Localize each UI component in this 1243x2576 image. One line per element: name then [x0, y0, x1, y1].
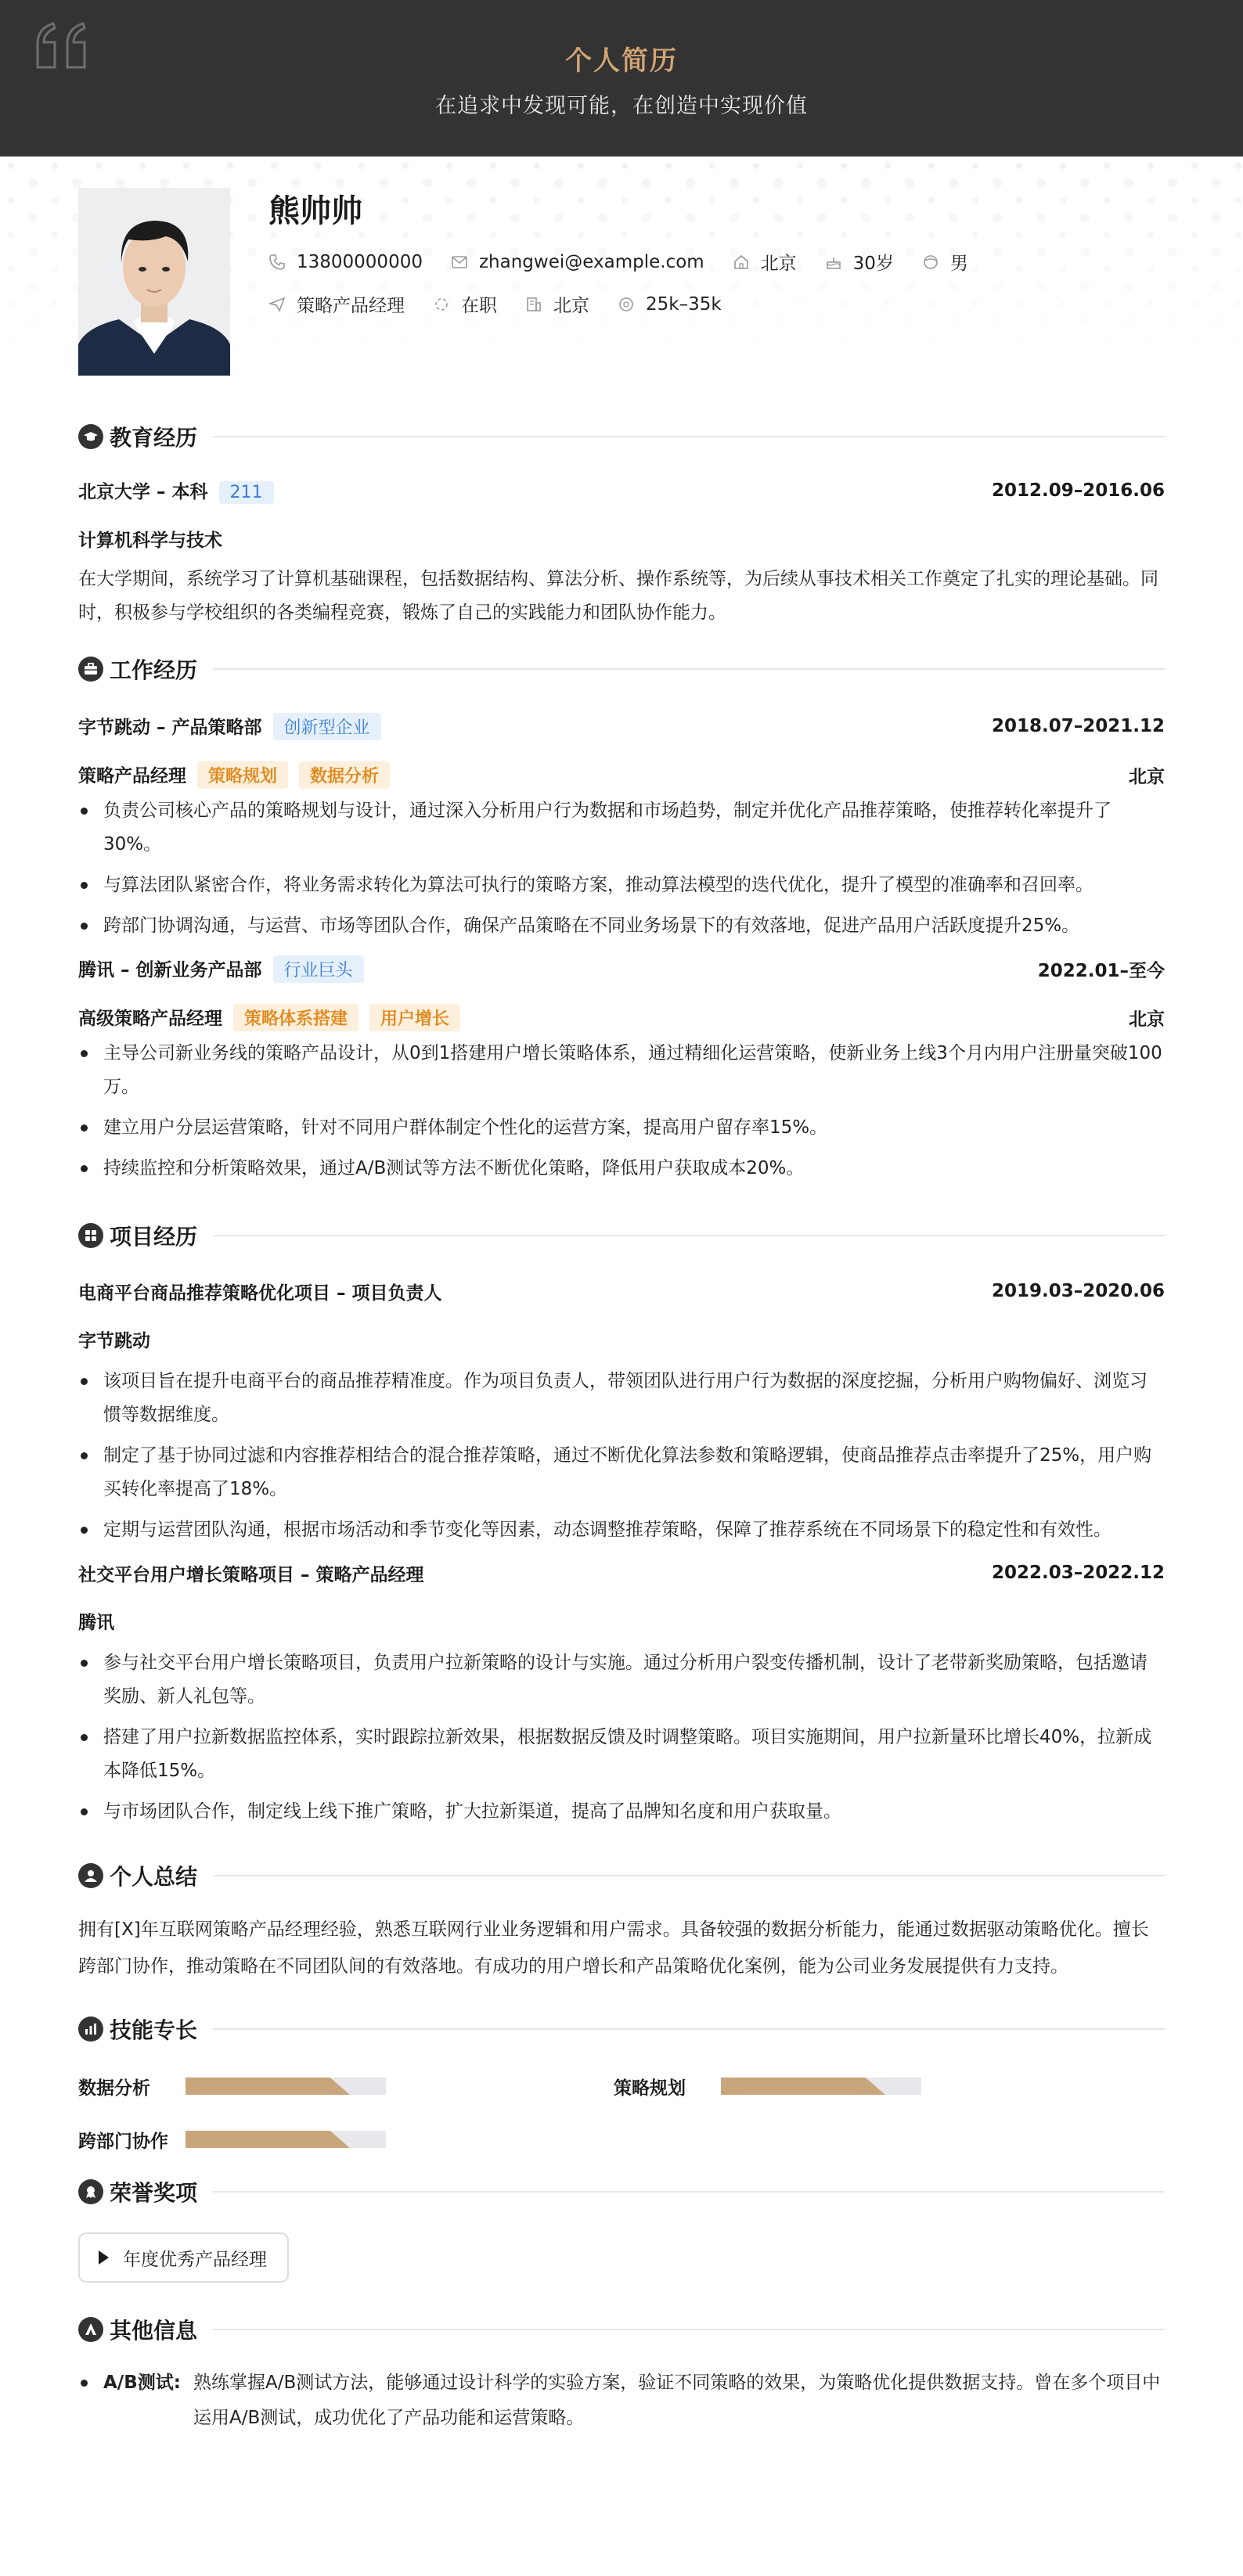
other-item-label: A/B测试: — [78, 2366, 193, 2436]
role-name: 高级策略产品经理 — [78, 1008, 222, 1029]
list-item: 搭建了用户拉新数据监控体系，实时跟踪拉新效果，根据数据反馈及时调整策略。项目实施期间，用户拉新量环比增长40%，拉新成本降低15%。 — [78, 1721, 1165, 1788]
phone-icon — [268, 254, 286, 271]
project-entry-1-bullets — [78, 1365, 1165, 1547]
status-value: 在职 — [461, 296, 497, 316]
work-location: 北京 — [1129, 1009, 1165, 1030]
project-company: 字节跳动 — [78, 1331, 150, 1351]
skill-name: 跨部门协作 — [78, 2131, 168, 2152]
skill-item — [614, 2074, 1149, 2098]
work-location: 北京 — [1129, 766, 1165, 787]
award-item — [78, 2232, 289, 2283]
work-entry-2-bullets — [78, 1037, 1165, 1185]
job-info-row — [268, 291, 750, 317]
education-section-title: 教育经历 — [110, 425, 198, 451]
contact-info-row — [268, 249, 996, 275]
money-icon — [618, 296, 635, 313]
gender-icon — [922, 254, 939, 271]
page-subtitle: 在追求中发现可能，在创造中实现价值 — [435, 94, 808, 118]
gender-value: 男 — [949, 254, 968, 274]
work-entry-2-role-row — [78, 1006, 1165, 1029]
skill-bar — [186, 2078, 386, 2095]
skill-fill — [186, 2078, 350, 2095]
city-info — [525, 291, 589, 317]
avatar-photo — [78, 188, 230, 376]
role-tag: 策略规划 — [197, 761, 288, 789]
company-tag: 创新型企业 — [273, 713, 381, 740]
project-entry-2-header — [78, 1561, 1165, 1585]
home-icon — [733, 254, 750, 271]
school-tag: 211 — [219, 481, 274, 504]
project-entry-2-bullets — [78, 1646, 1165, 1829]
project-title: 电商平台商品推荐策略优化项目 – 项目负责人 — [78, 1283, 442, 1304]
work-section-header — [78, 653, 1165, 685]
phone-info — [268, 252, 423, 272]
awards-section-header — [78, 2176, 1165, 2207]
section-divider — [213, 436, 1165, 437]
email-address: zhangwei@example.com — [478, 251, 704, 272]
profile-card — [0, 157, 1243, 391]
resume-header — [0, 0, 1243, 157]
hometown-value: 北京 — [760, 254, 797, 274]
role-tag: 策略体系搭建 — [233, 1004, 358, 1031]
work-date: 2022.01–至今 — [1037, 960, 1165, 981]
education-section-header — [78, 577, 1165, 609]
phone-number: 13800000000 — [297, 251, 423, 272]
briefcase-icon — [78, 657, 103, 682]
gender-info — [922, 249, 968, 275]
company-name: 腾讯 – 创新业务产品部 — [78, 959, 262, 980]
list-item: 与市场团队合作，制定线上线下推广策略，扩大拉新渠道，提高了品牌知名度和用户获取量。 — [78, 1795, 1165, 1829]
company-name: 字节跳动 – 产品策略部 — [78, 717, 262, 738]
section-divider — [213, 1875, 1165, 1876]
skills-section-header — [78, 2013, 1165, 2045]
education-section-header — [78, 421, 1165, 452]
salary-value: 25k–35k — [646, 293, 722, 315]
job-title-info — [268, 291, 405, 317]
resume-body — [0, 577, 1243, 609]
skill-fill — [721, 2078, 885, 2095]
list-item: 建立用户分层运营策略，针对不同用户群体制定个性化的运营方案，提高用户留存率15%。 — [78, 1111, 1165, 1145]
work-section-title: 工作经历 — [110, 657, 198, 683]
list-item: 参与社交平台用户增长策略项目，负责用户拉新策略的设计与实施。通过分析用户裂变传播机制，设计了老带新奖励策略，包括邀请奖励、新人礼包等。 — [78, 1646, 1165, 1714]
work-company — [78, 713, 381, 740]
list-item: 定期与运营团队沟通，根据市场活动和季节变化等因素，动态调整推荐策略，保障了推荐系统在不同场景下的稳定性和有效性。 — [78, 1513, 1165, 1547]
other-section-title: 其他信息 — [110, 2318, 198, 2344]
status-info — [433, 291, 497, 317]
projects-section-header — [78, 1220, 1165, 1251]
role-tag: 数据分析 — [299, 761, 390, 789]
skills-section-title: 技能专长 — [110, 2017, 198, 2043]
candidate-name: 熊帅帅 — [268, 193, 362, 229]
skill-item — [78, 2074, 614, 2098]
summary-section-title: 个人总结 — [110, 1864, 198, 1890]
company-tag: 行业巨头 — [273, 955, 364, 983]
hometown-info — [733, 249, 797, 275]
list-item: 主导公司新业务线的策略产品设计，从0到1搭建用户增长策略体系，通过精细化运营策略，使新业务上线3个月内用户注册量突破100万。 — [78, 1037, 1165, 1104]
building-icon — [525, 296, 542, 313]
work-role — [78, 1004, 460, 1031]
email-icon — [451, 254, 468, 271]
education-description: 在大学期间，系统学习了计算机基础课程，包括数据结构、算法分析、操作系统等，为后续从事技术相关工作奠定了扎实的理论基础。同时，积极参与学校组织的各类编程竞赛，锻炼了自己的实践能力和团队协作能力。 — [78, 569, 1158, 623]
salary-info — [618, 294, 722, 315]
age-info — [825, 249, 894, 275]
education-header-row — [78, 479, 1165, 502]
project-date: 2019.03–2020.06 — [991, 1281, 1165, 1301]
loading-status-icon — [433, 296, 450, 313]
job-title-value: 策略产品经理 — [297, 296, 405, 316]
projects-section-title: 项目经历 — [110, 1224, 198, 1250]
school-name: 北京大学 – 本科 — [78, 482, 208, 502]
awards-list — [78, 2232, 1165, 2283]
bar-chart-icon — [78, 2017, 103, 2042]
list-item: 该项目旨在提升电商平台的商品推荐精准度。作为项目负责人，带领团队进行用户行为数据的深度挖掘，分析用户购物偏好、浏览习惯等数据维度。 — [78, 1365, 1165, 1432]
section-divider — [213, 668, 1165, 670]
user-icon — [78, 1863, 103, 1888]
work-entry-1-header — [78, 714, 1165, 738]
quote-icon — [34, 20, 91, 70]
work-role — [78, 761, 390, 789]
skill-bar — [186, 2131, 386, 2148]
skill-name: 策略规划 — [614, 2078, 686, 2099]
project-company: 腾讯 — [78, 1613, 114, 1633]
play-icon — [99, 2250, 109, 2265]
list-item: 与算法团队紧密合作，将业务需求转化为算法可执行的策略方案，推动算法模型的迭代优化，提升了模型的准确率和召回率。 — [78, 869, 1165, 902]
award-icon — [78, 2179, 103, 2204]
work-entry-1-bullets — [78, 794, 1165, 943]
work-entry-2-header — [78, 957, 1165, 980]
section-divider — [213, 2191, 1165, 2193]
section-divider — [213, 1235, 1165, 1236]
project-title: 社交平台用户增长策略项目 – 策略产品经理 — [78, 1564, 424, 1585]
list-item: 持续监控和分析策略效果，通过A/B测试等方法不断优化策略，降低用户获取成本20%。 — [78, 1152, 1165, 1185]
city-value: 北京 — [553, 296, 589, 316]
other-item-text: 熟练掌握A/B测试方法，能够通过设计科学的实验方案，验证不同策略的效果，为策略优化提供数据支持。曾在多个项目中运用A/B测试，成功优化了产品功能和运营策略。 — [193, 2373, 1161, 2428]
graduation-cap-icon — [78, 424, 103, 449]
list-item: 跨部门协调沟通，与运营、市场等团队合作，确保产品策略在不同业务场景下的有效落地，促进产品用户活跃度提升25%。 — [78, 909, 1165, 943]
section-divider — [213, 2028, 1165, 2030]
work-date: 2018.07–2021.12 — [991, 716, 1165, 736]
section-divider — [213, 2329, 1165, 2330]
project-entry-1-header — [78, 1279, 1165, 1303]
other-section-header — [78, 2314, 1165, 2345]
skill-name: 数据分析 — [78, 2078, 150, 2099]
send-icon — [268, 296, 286, 313]
skill-bar — [721, 2078, 921, 2095]
education-date: 2012.09–2016.06 — [991, 480, 1165, 501]
project-date: 2022.03–2022.12 — [991, 1563, 1165, 1583]
summary-section-header — [78, 1860, 1165, 1891]
award-name: 年度优秀产品经理 — [123, 2249, 267, 2270]
cake-icon — [825, 254, 842, 271]
list-item: 负责公司核心产品的策略规划与设计，通过深入分析用户行为数据和市场趋势，制定并优化产品推荐策略，使推荐转化率提升了30%。 — [78, 794, 1165, 862]
skill-item — [78, 2128, 614, 2151]
grid-icon — [78, 1223, 103, 1248]
age-value: 30岁 — [852, 254, 894, 274]
page-title: 个人简历 — [565, 45, 678, 77]
email-info — [451, 252, 704, 272]
list-item: 制定了基于协同过滤和内容推荐相结合的混合推荐策略，通过不断优化算法参数和策略逻辑，使商品推荐点击率提升了25%，用户购买转化率提高了18%。 — [78, 1439, 1165, 1506]
info-icon — [78, 2317, 103, 2342]
summary-text: 拥有[X]年互联网策略产品经理经验，熟悉互联网行业业务逻辑和用户需求。具备较强的数据分析能力，能通过数据驱动策略优化。擅长跨部门协作，推动策略在不同团队间的有效落地。有成功的用户增长和产品策略优化案例，能为公司业务发展提供有力支持。 — [78, 1919, 1149, 1977]
awards-section-title: 荣誉奖项 — [110, 2180, 198, 2206]
role-tag: 用户增长 — [369, 1004, 460, 1031]
education-major: 计算机科学与技术 — [78, 531, 222, 551]
skill-fill — [186, 2131, 350, 2148]
education-school — [78, 477, 274, 504]
role-name: 策略产品经理 — [78, 765, 186, 786]
resume-body-main — [0, 421, 1243, 2436]
other-item — [78, 2366, 1165, 2436]
skills-list — [78, 2074, 1165, 2181]
work-company — [78, 955, 364, 983]
work-entry-1-role-row — [78, 763, 1165, 786]
